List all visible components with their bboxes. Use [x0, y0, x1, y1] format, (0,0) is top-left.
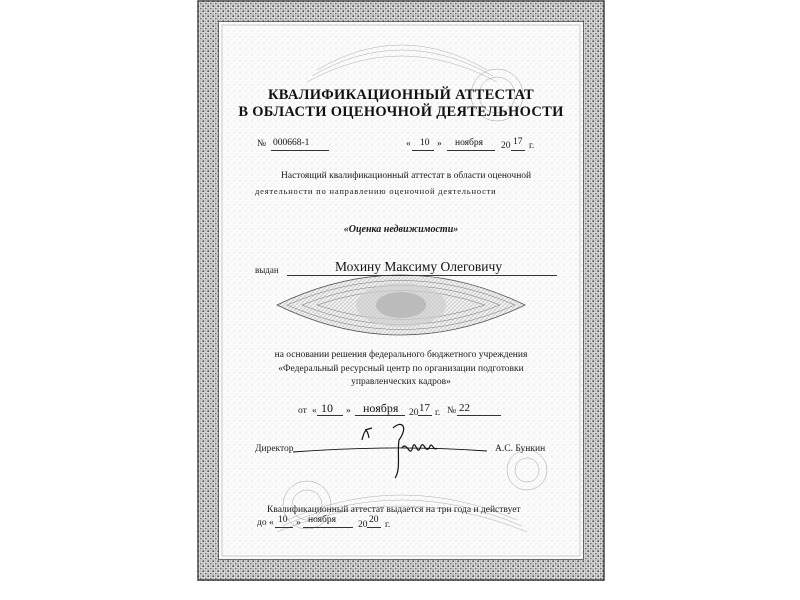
validity-line: Квалификационный аттестат выдается на три года и действует [267, 505, 521, 515]
decision-year-suffix: 17 [419, 402, 430, 414]
validity-year-prefix: 20 [358, 520, 368, 530]
year-underline [511, 150, 525, 151]
issue-day: 10 [420, 138, 430, 148]
decision-number: 22 [459, 402, 470, 414]
decision-from-label: от [298, 406, 307, 416]
decision-year-prefix: 20 [409, 408, 419, 418]
director-label: Директор [255, 444, 294, 454]
decision-day: 10 [321, 401, 333, 415]
validity-day-underline [275, 527, 293, 528]
issue-month: ноября [455, 138, 483, 148]
decision-open-quote: « [312, 406, 317, 416]
day-underline [412, 150, 434, 151]
decision-year-end: г. [435, 408, 441, 418]
direction-name: «Оценка недвижимости» [343, 224, 459, 235]
decision-number-label: № [447, 406, 457, 416]
validity-month-underline [303, 527, 353, 528]
validity-year-underline [367, 527, 381, 528]
year-end: г. [529, 141, 535, 151]
decision-number-underline [457, 415, 501, 416]
validity-day: 10 [278, 515, 288, 525]
validity-year-suffix: 20 [369, 515, 379, 525]
month-underline [447, 150, 495, 151]
intro-line-2: деятельности по направлению оценочной деятельности [255, 186, 497, 196]
decision-year-underline [418, 415, 432, 416]
decision-day-underline [317, 415, 343, 416]
basis-line-1: на основании решения федерального бюджетного учреждения [274, 350, 528, 360]
decision-close-quote: » [346, 406, 351, 416]
certificate-number: 000668-1 [273, 138, 310, 148]
date-close-quote: » [437, 139, 442, 149]
intro-line-1: Настоящий квалификационный аттестат в области оценочной [281, 171, 532, 181]
validity-until-label: до [257, 518, 267, 528]
director-name: А.С. Бункин [495, 444, 546, 454]
decision-month: ноября [363, 401, 399, 415]
holder-name: Мохину Максиму Олеговичу [335, 259, 503, 274]
title-line-2: В ОБЛАСТИ ОЦЕНОЧНОЙ ДЕЯТЕЛЬНОСТИ [238, 104, 564, 120]
date-open-quote: « [406, 139, 411, 149]
validity-open-quote: « [269, 518, 274, 528]
validity-month: ноября [308, 515, 336, 525]
year-prefix: 20 [501, 141, 511, 151]
basis-line-3: управленческих кадров» [351, 377, 451, 387]
name-underline [287, 275, 557, 276]
basis-line-2: «Федеральный ресурсный центр по организации подготовки [278, 364, 524, 374]
validity-close-quote: » [296, 518, 301, 528]
year-suffix: 17 [513, 137, 523, 147]
decision-month-underline [355, 415, 405, 416]
title-line-1: КВАЛИФИКАЦИОННЫЙ АТТЕСТАТ [267, 87, 535, 103]
number-label: № [257, 139, 267, 149]
number-underline [271, 150, 329, 151]
certificate-page [197, 0, 605, 581]
validity-year-end: г. [385, 520, 391, 530]
issued-label: выдан [255, 265, 279, 275]
